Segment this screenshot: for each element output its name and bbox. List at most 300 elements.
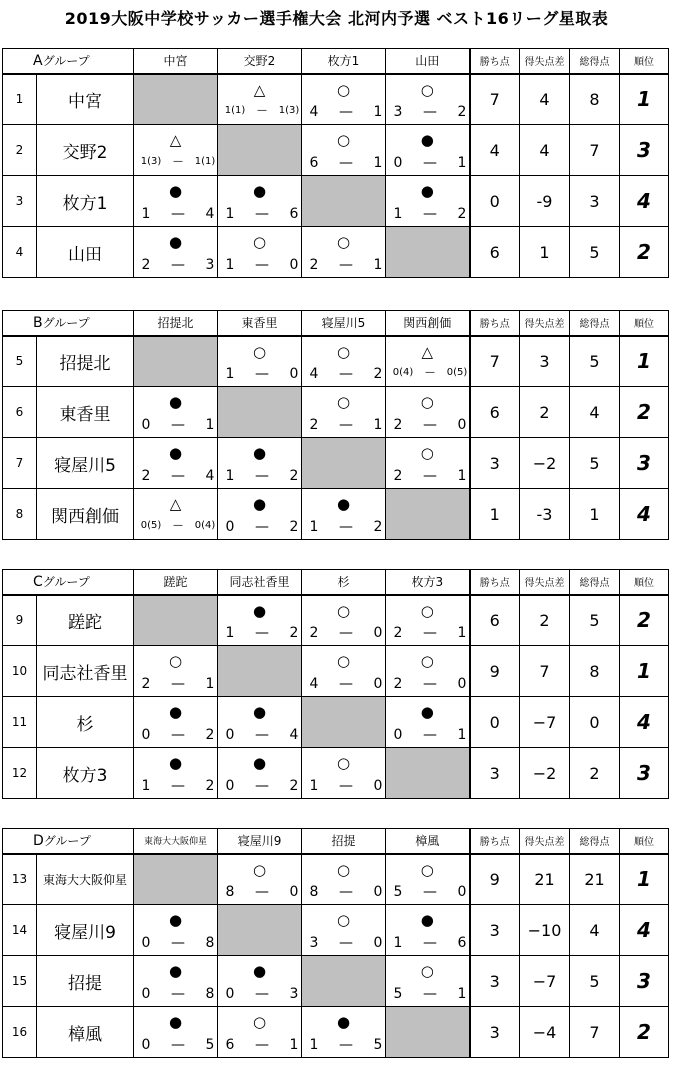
column-team-header: 枚方3 [386,570,470,595]
result-symbol: ○ [252,342,267,361]
points-value: 0 [470,697,520,748]
score-right: 1 [205,417,215,433]
goal-diff-value: −2 [520,748,570,799]
self-match-cell [302,438,386,489]
group-header-row [3,49,669,74]
score-dash: — [339,417,353,433]
match-score [386,728,469,742]
score-dash: — [255,884,270,900]
goal-diff-value: -3 [520,489,570,540]
group-header-row [3,570,669,595]
rank-value: 1 [620,854,669,905]
score-left: 0 [225,519,235,535]
table-row [3,74,669,125]
team-name: 樟風 [37,1007,134,1058]
score-left: 2 [309,417,319,433]
result-symbol: ○ [336,131,351,149]
match-score [386,418,469,432]
match-result-cell [302,74,386,125]
self-match-cell [302,956,386,1007]
result-symbol: ○ [336,342,351,361]
score-dash: — [339,366,353,382]
points-value: 9 [470,854,520,905]
score-right: 1 [457,986,467,1002]
goal-diff-value: 4 [520,74,570,125]
score-left: 4 [309,366,319,382]
score-left: 1 [309,778,319,794]
match-result-cell [302,387,386,438]
score-right: 3 [289,986,299,1002]
score-right: 1 [373,155,383,171]
row-number: 14 [3,905,37,956]
rank-value: 3 [620,125,669,176]
row-number: 5 [3,336,37,387]
table-row [3,956,669,1007]
total-goals-value: 7 [570,1007,620,1058]
table-row [3,1007,669,1058]
score-right: 2 [373,519,383,535]
total-goals-value: 1 [570,489,620,540]
score-left: 1 [309,1037,319,1053]
result-symbol: ● [168,393,183,411]
match-result-cell [218,336,302,387]
row-number: 12 [3,748,37,799]
result-symbol: ● [336,1013,351,1031]
match-score [386,626,469,640]
score-left: 1 [225,366,235,382]
score-right: 4 [289,727,299,743]
match-result-cell [218,956,302,1007]
score-dash: — [423,625,438,641]
result-symbol: ○ [336,911,351,929]
table-row [3,227,669,278]
team-name: 招提北 [37,336,134,387]
result-symbol: ● [168,754,183,772]
team-name: 中宮 [37,74,134,125]
table-row [3,595,669,646]
score-right: 2 [289,625,299,641]
rank-header: 順位 [620,311,669,336]
goal-diff-header: 得失点差 [520,49,570,74]
total-goals-header: 総得点 [570,49,620,74]
points-value: 3 [470,956,520,1007]
column-team-header: 杉 [302,570,386,595]
result-symbol: ○ [420,652,434,670]
points-value: 7 [470,74,520,125]
table-row [3,854,669,905]
score-right: 0 [373,625,383,641]
total-goals-value: 2 [570,748,620,799]
match-result-cell [302,905,386,956]
column-team-header: 蹉跎 [134,570,218,595]
points-value: 6 [470,227,520,278]
match-result-cell [134,176,218,227]
row-number: 13 [3,854,37,905]
match-result-cell [134,387,218,438]
group-suffix: グループ [43,834,91,849]
self-match-cell [302,176,386,227]
score-dash: — [339,519,353,535]
table-row [3,176,669,227]
result-symbol: ○ [252,1013,267,1031]
match-score [218,885,301,899]
rank-value: 4 [620,697,669,748]
result-symbol: ● [252,703,267,721]
goal-diff-value: 1 [520,227,570,278]
score-left: 4 [309,104,319,120]
column-team-header: 招提北 [134,311,218,336]
score-dash: — [255,1037,270,1053]
team-name: 枚方1 [37,176,134,227]
match-result-cell [218,854,302,905]
score-right: 0(4) [194,520,216,531]
match-result-cell [134,227,218,278]
score-dash: — [255,366,269,382]
match-score [134,728,217,742]
column-team-header: 関西創価 [386,311,470,336]
score-dash: — [339,884,354,900]
group-table-b [2,310,669,540]
table-row [3,438,669,489]
match-score [302,105,385,119]
score-left: 4 [309,676,319,692]
match-result-cell [134,1007,218,1058]
score-dash: — [423,727,438,743]
score-right: 1 [373,417,383,433]
score-left: 0 [393,727,403,743]
score-left: 1 [141,206,151,222]
score-left: 6 [225,1037,235,1053]
total-goals-header: 総得点 [570,570,620,595]
row-number: 7 [3,438,37,489]
match-score [302,156,385,170]
score-right: 6 [457,935,467,951]
score-left: 2 [141,676,151,692]
result-symbol: ○ [336,754,351,772]
result-symbol: ● [252,182,267,200]
score-dash: — [339,676,354,692]
total-goals-header: 総得点 [570,311,620,336]
result-symbol: ● [168,182,183,200]
score-dash: — [339,155,353,171]
page-title: 2019大阪中学校サッカー選手権大会 北河内予選 ベスト16リーグ星取表 [64,9,609,28]
result-symbol: ○ [252,233,267,251]
match-score [302,779,385,793]
column-team-header: 山田 [386,49,470,74]
match-score [386,677,469,691]
self-match-cell [134,595,218,646]
row-number: 16 [3,1007,37,1058]
self-match-cell [386,748,470,799]
match-score [134,207,217,221]
match-score [386,987,469,1001]
result-symbol: △ [169,131,182,149]
score-right: 5 [205,1037,215,1053]
goal-diff-value: 4 [520,125,570,176]
self-match-cell [218,125,302,176]
score-dash: — [423,206,437,222]
match-score [218,520,301,534]
score-right: 0 [289,884,299,900]
points-value: 3 [470,1007,520,1058]
score-left: 0 [141,986,151,1002]
score-left: 2 [393,417,403,433]
score-dash: — [425,367,435,378]
match-result-cell [302,489,386,540]
goal-diff-value: −7 [520,956,570,1007]
score-right: 2 [289,778,299,794]
score-dash: — [171,986,186,1002]
result-symbol: ● [252,495,267,513]
result-symbol: ○ [420,962,434,980]
score-right: 0 [457,676,467,692]
goal-diff-value: −2 [520,438,570,489]
score-right: 0 [289,257,299,273]
result-symbol: ○ [336,601,351,620]
match-result-cell [386,74,470,125]
team-name: 寝屋川5 [37,438,134,489]
score-dash: — [171,257,185,273]
score-right: 1 [457,155,467,171]
result-symbol: ● [168,233,183,251]
score-dash: — [423,935,438,951]
rank-value: 4 [620,176,669,227]
match-result-cell [218,74,302,125]
table-row [3,697,669,748]
match-result-cell [386,956,470,1007]
result-symbol: ● [252,962,267,980]
score-dash: — [339,104,353,120]
table-row [3,905,669,956]
total-goals-value: 5 [570,595,620,646]
self-match-cell [386,227,470,278]
column-team-header: 寝屋川5 [302,311,386,336]
score-left: 5 [393,884,403,900]
score-right: 2 [457,104,467,120]
score-left: 0 [141,1037,151,1053]
row-number: 4 [3,227,37,278]
score-dash: — [255,778,270,794]
column-team-header: 招提 [302,829,386,854]
result-symbol: ○ [420,601,434,620]
match-result-cell [386,176,470,227]
match-score [134,418,217,432]
score-left: 2 [393,468,403,484]
goal-diff-value: −10 [520,905,570,956]
match-result-cell [302,336,386,387]
result-symbol: ○ [252,860,267,879]
match-score [218,367,301,381]
match-result-cell [134,438,218,489]
total-goals-value: 3 [570,176,620,227]
score-left: 1 [225,206,235,222]
score-dash: — [255,986,270,1002]
group-suffix: グループ [42,575,90,590]
score-left: 1 [393,206,403,222]
score-right: 3 [205,257,215,273]
score-dash: — [339,935,354,951]
score-right: 2 [289,468,299,484]
points-value: 1 [470,489,520,540]
score-left: 2 [309,257,319,273]
match-result-cell [134,956,218,1007]
result-symbol: △ [253,80,266,99]
result-symbol: ○ [336,233,351,251]
match-result-cell [386,438,470,489]
result-symbol: ○ [336,80,351,99]
result-symbol: ● [420,131,434,149]
goal-diff-value: 21 [520,854,570,905]
total-goals-value: 21 [570,854,620,905]
score-dash: — [257,105,267,116]
score-right: 0 [457,417,467,433]
score-left: 3 [393,104,403,120]
score-dash: — [339,778,354,794]
score-dash: — [339,1037,354,1053]
goal-diff-value: -9 [520,176,570,227]
score-left: 0 [225,778,235,794]
score-right: 0 [373,935,383,951]
match-score [134,936,217,950]
result-symbol: △ [421,342,434,361]
match-score [134,987,217,1001]
column-team-header: 交野2 [218,49,302,74]
score-right: 2 [373,366,383,382]
match-score [218,1038,301,1052]
score-left: 1 [393,935,403,951]
points-value: 7 [470,336,520,387]
match-result-cell [218,748,302,799]
score-right: 0(5) [446,367,468,378]
row-number: 9 [3,595,37,646]
score-dash: — [255,468,269,484]
match-score [218,469,301,483]
match-score [134,519,217,533]
goal-diff-value: 7 [520,646,570,697]
score-left: 0 [393,155,403,171]
match-result-cell [302,595,386,646]
self-match-cell [218,905,302,956]
result-symbol: ● [168,444,183,462]
score-dash: — [423,884,438,900]
match-result-cell [386,905,470,956]
match-result-cell [134,125,218,176]
match-result-cell [218,438,302,489]
row-number: 10 [3,646,37,697]
group-table-a [2,48,669,278]
total-goals-value: 7 [570,125,620,176]
rank-value: 1 [620,336,669,387]
match-result-cell [386,646,470,697]
group-header-row [3,311,669,336]
match-score [218,779,301,793]
total-goals-value: 4 [570,905,620,956]
score-left: 0 [141,727,151,743]
match-result-cell [302,1007,386,1058]
column-team-header: 中宮 [134,49,218,74]
score-right: 1 [373,257,383,273]
score-dash: — [423,676,438,692]
self-match-cell [218,387,302,438]
score-dash: — [339,257,353,273]
match-result-cell [218,176,302,227]
score-left: 3 [309,935,319,951]
score-dash: — [423,104,437,120]
result-symbol: ○ [336,652,351,670]
total-goals-header: 総得点 [570,829,620,854]
score-dash: — [171,935,186,951]
points-value: 3 [470,438,520,489]
score-left: 0 [141,935,151,951]
match-result-cell [386,595,470,646]
match-result-cell [134,697,218,748]
match-result-cell [302,748,386,799]
result-symbol: ● [168,703,183,721]
score-dash: — [173,520,183,531]
team-name: 枚方3 [37,748,134,799]
result-symbol: ○ [336,860,351,879]
match-score [386,207,469,221]
rank-value: 1 [620,74,669,125]
score-dash: — [423,468,437,484]
rank-value: 2 [620,1007,669,1058]
rank-value: 4 [620,489,669,540]
column-team-header: 同志社香里 [218,570,302,595]
score-left: 0(5) [140,520,162,531]
match-score [134,779,217,793]
score-dash: — [171,727,186,743]
score-dash: — [171,206,185,222]
row-number: 6 [3,387,37,438]
group-header-row [3,829,669,854]
score-right: 2 [289,519,299,535]
group-name [3,311,134,336]
score-right: 4 [205,206,215,222]
match-result-cell [218,227,302,278]
self-match-cell [134,336,218,387]
row-number: 2 [3,125,37,176]
match-score [134,469,217,483]
team-name: 山田 [37,227,134,278]
points-value: 3 [470,905,520,956]
column-team-header: 寝屋川9 [218,829,302,854]
score-right: 2 [205,727,215,743]
match-result-cell [302,227,386,278]
total-goals-value: 5 [570,227,620,278]
score-right: 1 [457,727,467,743]
result-symbol: ● [168,911,183,929]
group-letter: B [33,315,43,332]
score-dash: — [171,778,186,794]
rank-value: 3 [620,438,669,489]
table-row [3,125,669,176]
points-value: 9 [470,646,520,697]
group-name [3,829,134,854]
result-symbol: ● [252,444,267,462]
score-left: 0 [225,986,235,1002]
score-right: 0 [457,884,467,900]
match-score [218,258,301,272]
total-goals-value: 4 [570,387,620,438]
result-symbol: ○ [168,652,183,670]
points-value: 4 [470,125,520,176]
table-row [3,489,669,540]
match-result-cell [302,125,386,176]
score-left: 1(3) [140,156,162,167]
result-symbol: ● [168,1013,183,1031]
result-symbol: ○ [420,80,434,99]
table-row [3,336,669,387]
